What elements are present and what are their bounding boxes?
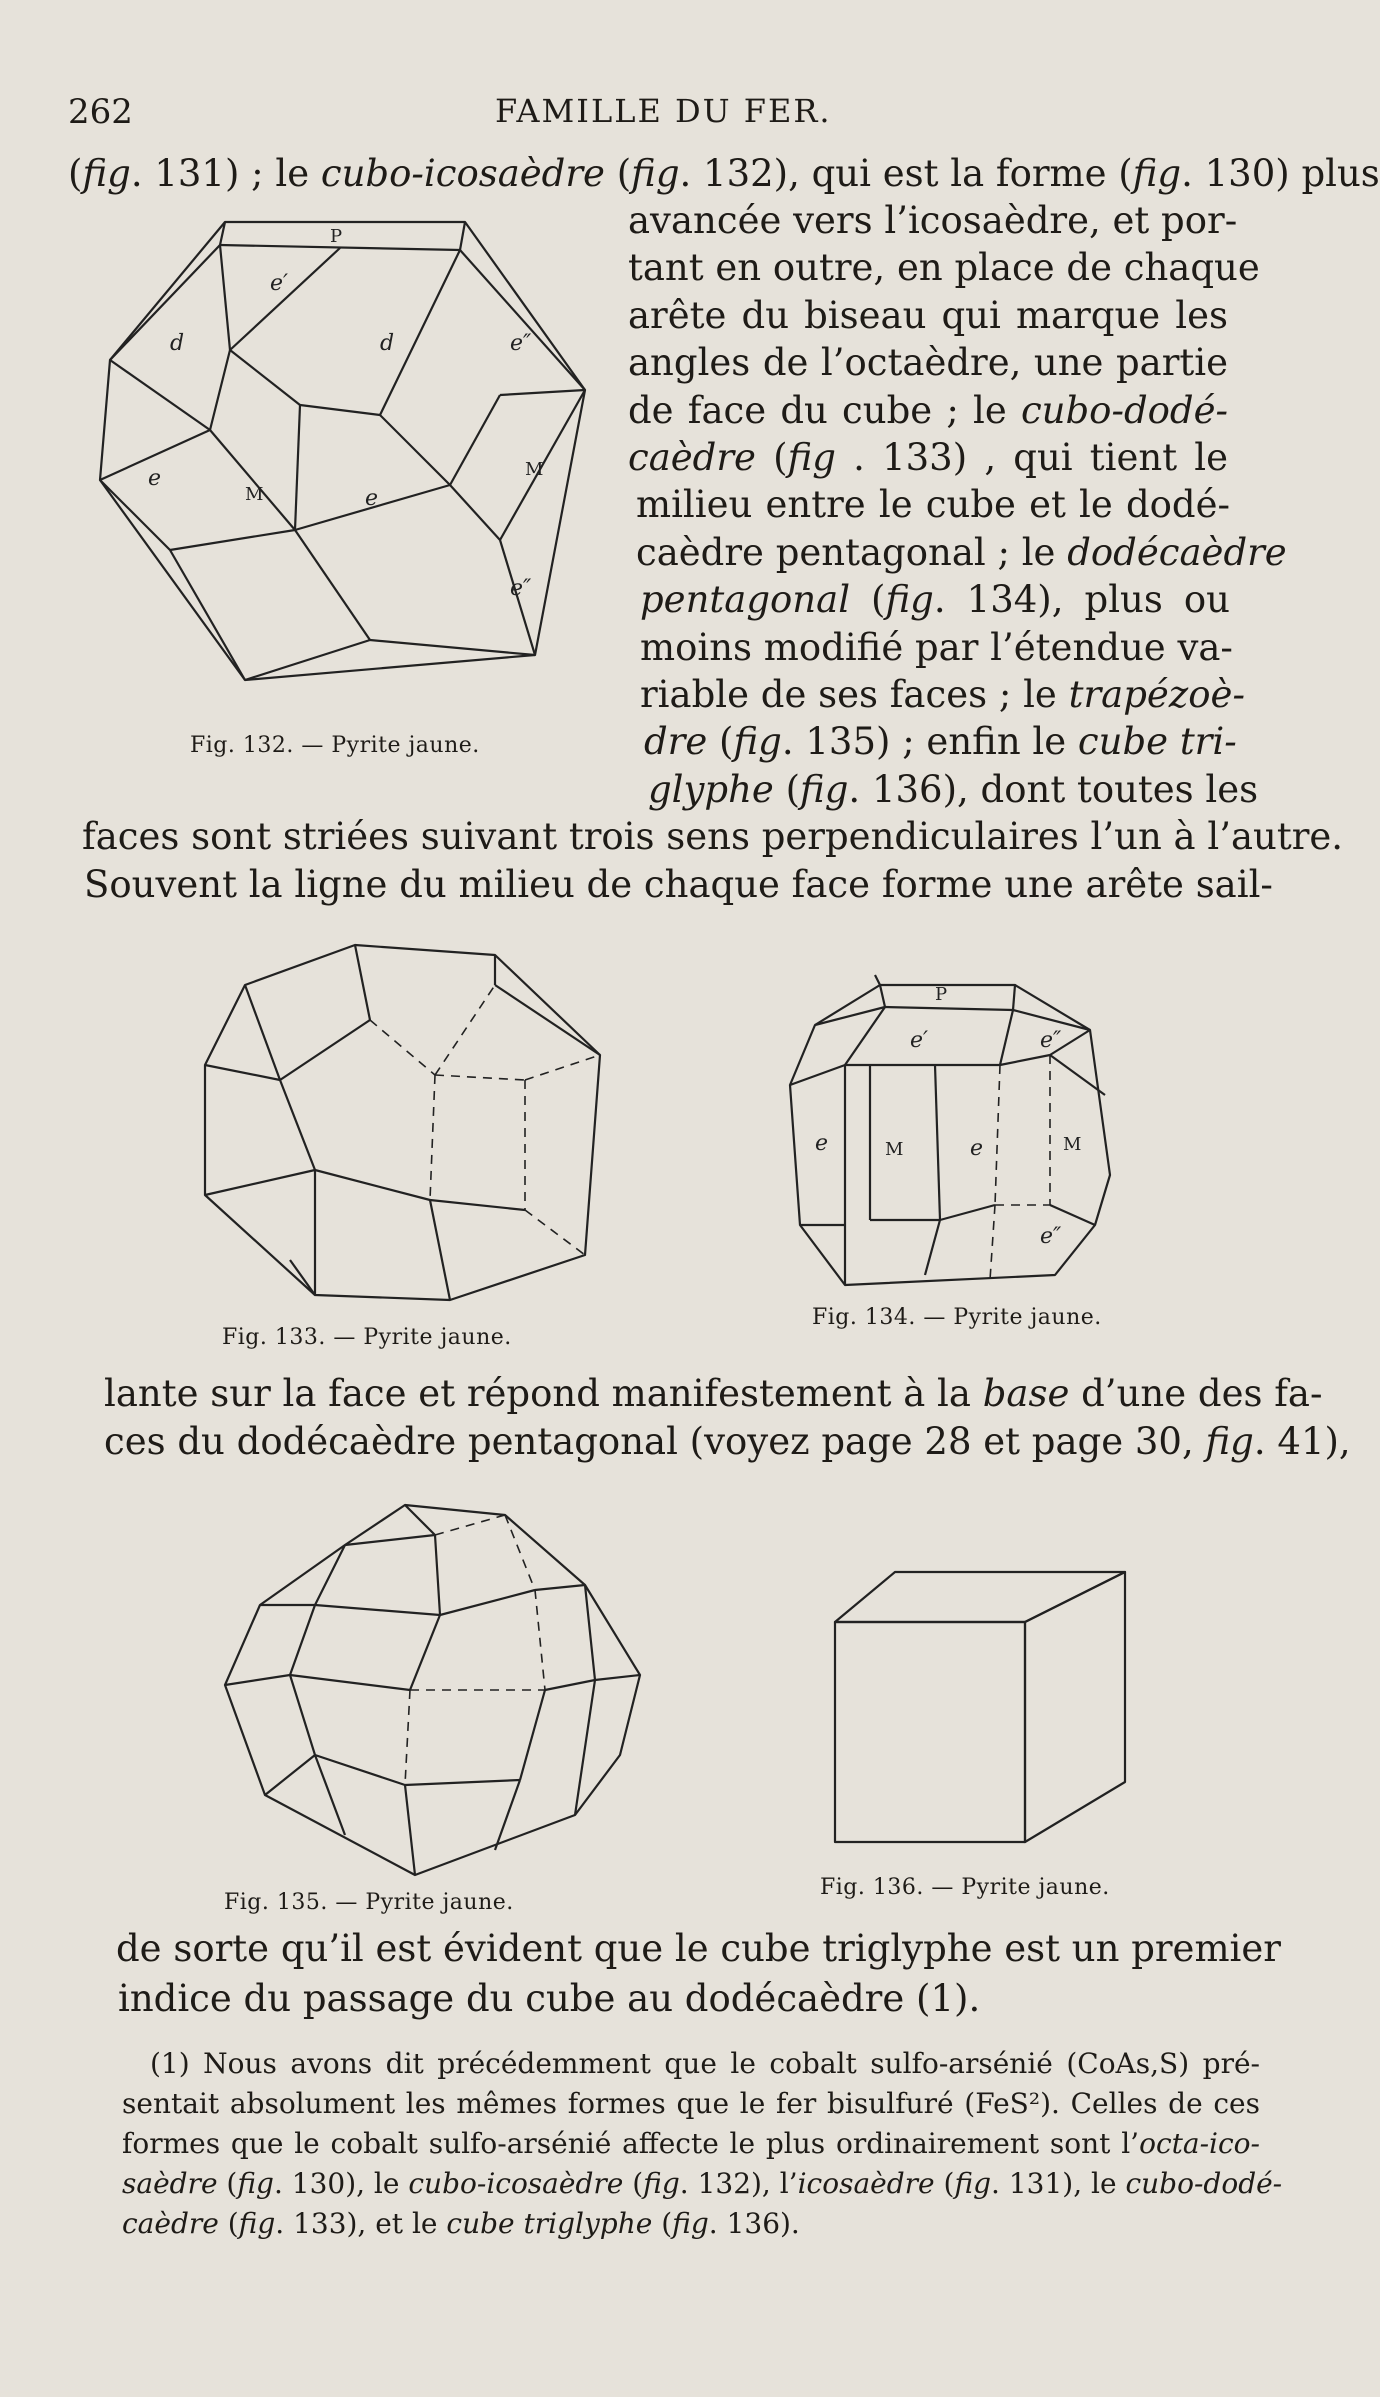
footnote-line: formes que le cobalt sulfo-arsénié affecte le plus ordinairement sont l’octa-ico- xyxy=(122,2127,1260,2160)
face-label: e″ xyxy=(1040,1028,1062,1053)
italic-run: fig xyxy=(885,578,934,621)
italic-run: fig xyxy=(82,152,131,195)
italic-run: fig xyxy=(631,152,680,195)
paragraph1-line: milieu entre le cube et le dodé- xyxy=(636,483,1230,526)
italic-run: octa-ico- xyxy=(1139,2127,1260,2160)
paragraph1-line: caèdre pentagonal ; le dodécaèdre xyxy=(636,531,1287,574)
paragraph3-line: de sorte qu’il est évident que le cube triglyphe est un premier xyxy=(116,1927,1281,1970)
face-label: d xyxy=(170,331,185,356)
paragraph1-line: angles de l’octaèdre, une partie xyxy=(628,341,1228,384)
figure-132-caption: Fig. 132. — Pyrite jaune. xyxy=(190,733,480,758)
figure-133-cubo-dodecahedron xyxy=(195,935,615,1315)
italic-run: icosaèdre xyxy=(797,2167,935,2200)
figure-134-pentagonal-dodecahedron xyxy=(785,975,1115,1295)
face-label: e″ xyxy=(510,576,532,601)
footnote-line: caèdre (fig. 133), et le cube triglyphe (fig. 136). xyxy=(122,2207,800,2240)
footnote-line: (1) Nous avons dit précédemment que le cobalt sulfo-arsénié (CoAs,S) pré- xyxy=(150,2047,1260,2080)
italic-run: cube triglyphe xyxy=(446,2207,653,2240)
face-label: e xyxy=(148,466,162,491)
face-label: M xyxy=(1063,1134,1082,1155)
face-label: e″ xyxy=(510,331,532,356)
face-label: e xyxy=(365,486,379,511)
italic-run: cubo-icosaèdre xyxy=(408,2167,624,2200)
italic-run: cubo-dodé- xyxy=(1020,389,1228,432)
face-label: e″ xyxy=(1040,1224,1062,1249)
italic-run: caèdre xyxy=(628,436,756,479)
italic-run: saèdre xyxy=(122,2167,218,2200)
figure-134-caption: Fig. 134. — Pyrite jaune. xyxy=(812,1305,1102,1330)
paragraph1-line: caèdre (fig . 133) , qui tient le xyxy=(628,436,1228,479)
paragraph1-line: (fig. 131) ; le cubo-icosaèdre (fig. 132), qui est la forme (fig. 130) plus xyxy=(68,152,1380,195)
italic-run: caèdre xyxy=(122,2207,219,2240)
italic-run: pentagonal xyxy=(640,578,851,621)
figure-136-caption: Fig. 136. — Pyrite jaune. xyxy=(820,1875,1110,1900)
italic-run: fig xyxy=(643,2167,680,2200)
italic-run: fig xyxy=(1132,152,1182,195)
paragraph1-line: tant en outre, en place de chaque xyxy=(628,246,1260,289)
italic-run: cubo-dodé- xyxy=(1125,2167,1283,2200)
face-label: M xyxy=(245,484,264,505)
italic-run: fig xyxy=(787,436,836,479)
italic-run: fig xyxy=(672,2207,709,2240)
italic-run: base xyxy=(982,1372,1070,1415)
paragraph1-line: glyphe (fig. 136), dont toutes les xyxy=(648,768,1259,811)
figure-136-triglyph-cube xyxy=(835,1572,1135,1844)
paragraph1-line: moins modifié par l’étendue va- xyxy=(640,626,1233,669)
italic-run: fig xyxy=(1205,1420,1254,1463)
italic-run: fig xyxy=(238,2207,276,2240)
paragraph1-line: Souvent la ligne du milieu de chaque face forme une arête sail- xyxy=(84,863,1273,906)
paragraph1-line: de face du cube ; le cubo-dodé- xyxy=(628,389,1228,432)
footnote-line: sentait absolument les mêmes formes que le fer bisulfuré (FeS²). Celles de ces xyxy=(122,2087,1260,2120)
figure-135-trapezohedron xyxy=(205,1495,645,1885)
paragraph1-line: avancée vers l’icosaèdre, et por- xyxy=(628,199,1238,242)
italic-run: cubo-icosaèdre xyxy=(320,152,605,195)
italic-run: fig xyxy=(237,2167,274,2200)
footnote-line: saèdre (fig. 130), le cubo-icosaèdre (fig. 132), l’icosaèdre (fig. 131), le cubo-dodé- xyxy=(122,2167,1283,2200)
paragraph2-line: ces du dodécaèdre pentagonal (voyez page 28 et page 30, fig. 41), xyxy=(104,1420,1351,1463)
figure-133-caption: Fig. 133. — Pyrite jaune. xyxy=(222,1325,512,1350)
italic-run: fig xyxy=(733,720,782,763)
face-label: P xyxy=(330,226,343,247)
page-number: 262 xyxy=(68,92,133,132)
paragraph1-line: riable de ses faces ; le trapézoè- xyxy=(640,673,1245,716)
italic-run: cube tri- xyxy=(1077,720,1237,763)
face-label: e′ xyxy=(270,271,289,296)
italic-run: fig xyxy=(954,2167,992,2200)
italic-run: dre xyxy=(644,720,708,763)
face-label: M xyxy=(525,459,544,480)
figure-132-cubo-icosahedron xyxy=(80,210,620,710)
italic-run: dodécaèdre xyxy=(1067,531,1287,574)
paragraph3-line: indice du passage du cube au dodécaèdre (1). xyxy=(118,1977,981,2020)
italic-run: glyphe xyxy=(648,768,774,811)
paragraph1-line: pentagonal (fig. 134), plus ou xyxy=(640,578,1230,621)
face-label: P xyxy=(935,984,948,1005)
paragraph1-line: faces sont striées suivant trois sens perpendiculaires l’un à l’autre. xyxy=(82,815,1344,858)
face-label: e′ xyxy=(910,1028,929,1053)
italic-run: fig xyxy=(800,768,849,811)
italic-run: trapézoè- xyxy=(1068,673,1245,716)
paragraph1-line: arête du biseau qui marque les xyxy=(628,294,1228,337)
paragraph1-line: dre (fig. 135) ; enfin le cube tri- xyxy=(644,720,1237,763)
paragraph2-line: lante sur la face et répond manifestement à la base d’une des fa- xyxy=(104,1372,1323,1415)
face-label: e xyxy=(970,1136,984,1161)
figure-135-caption: Fig. 135. — Pyrite jaune. xyxy=(224,1890,514,1915)
face-label: d xyxy=(380,331,395,356)
running-title: FAMILLE DU FER. xyxy=(495,92,832,130)
face-label: M xyxy=(885,1139,904,1160)
face-label: e xyxy=(815,1131,829,1156)
